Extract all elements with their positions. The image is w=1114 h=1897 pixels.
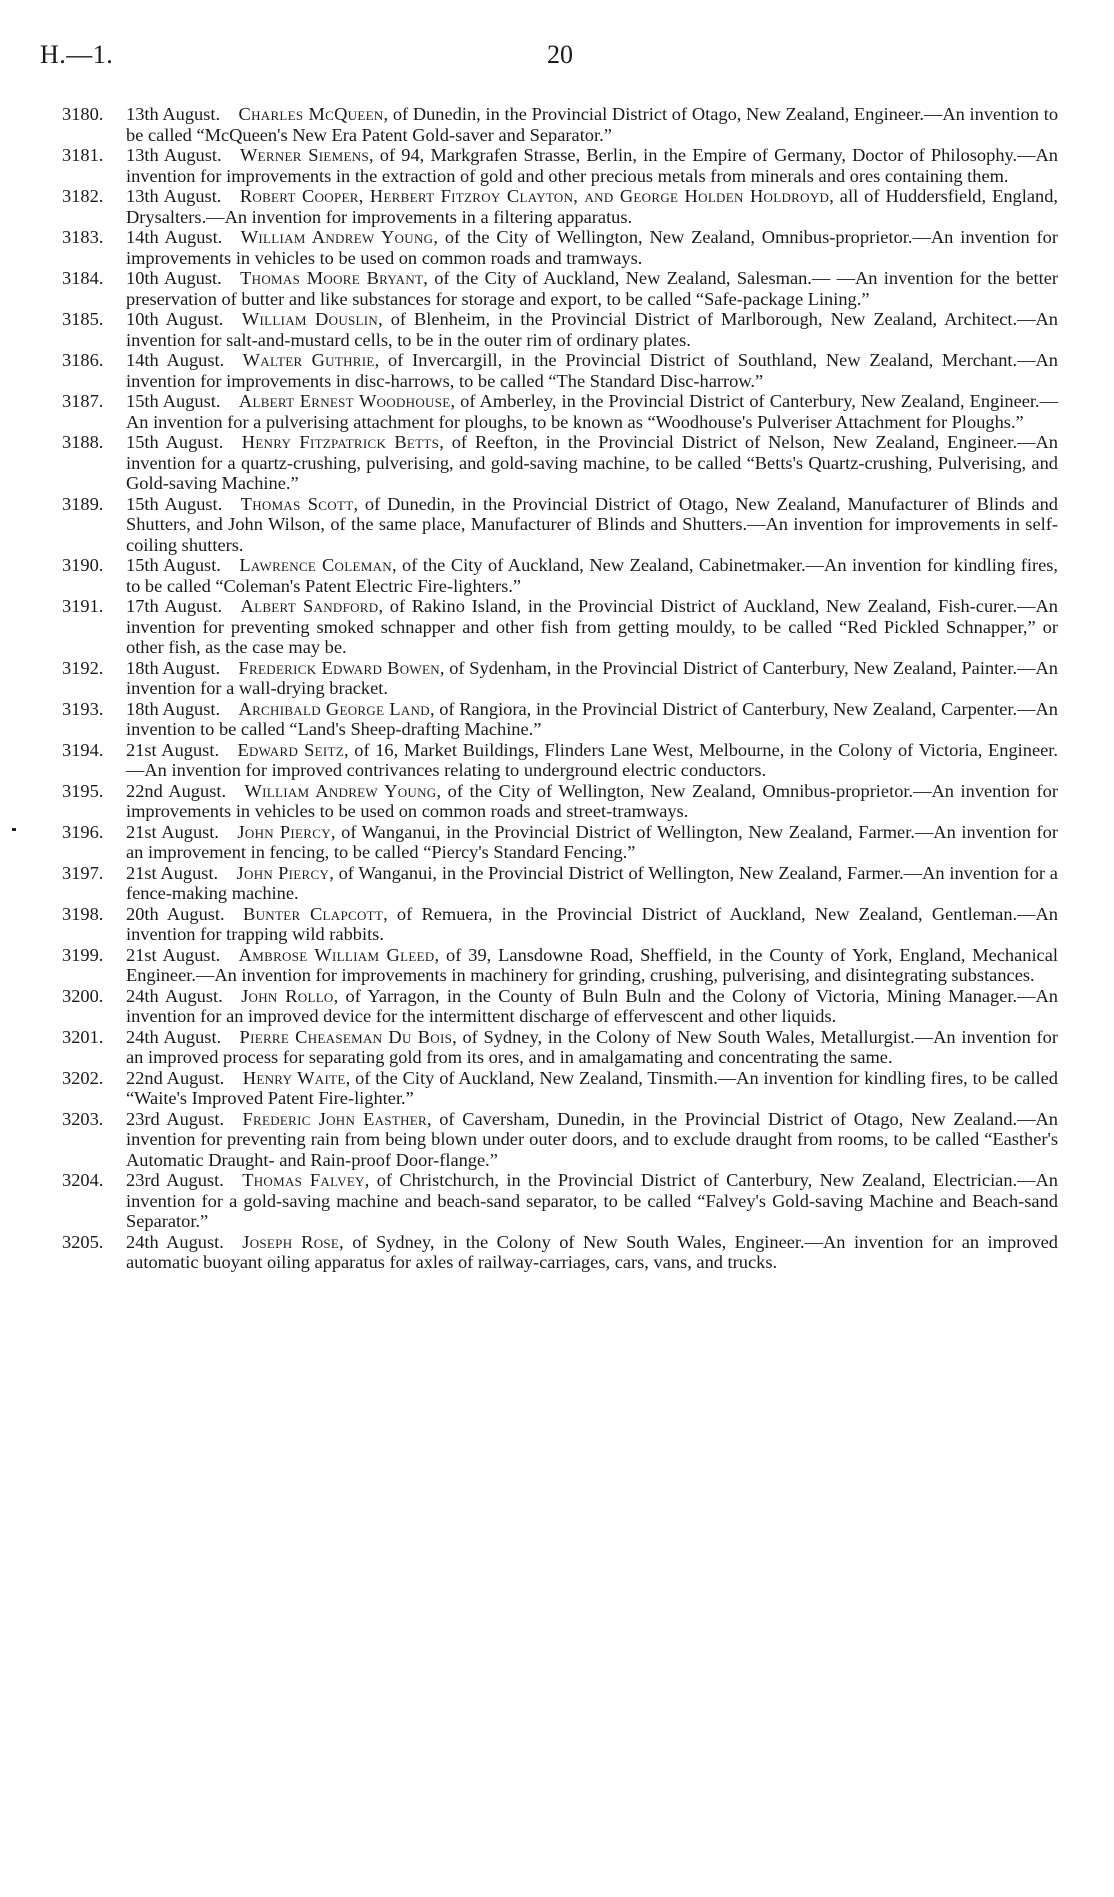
patent-entry <box>62 145 1058 186</box>
entry-number: 3203. <box>62 1108 104 1129</box>
patent-entry <box>62 555 1058 596</box>
margin-mark <box>12 828 16 831</box>
patent-entry <box>62 1170 1058 1232</box>
entry-date: 20th August. <box>126 903 225 924</box>
entry-date: 13th August. <box>126 186 222 206</box>
entry-number: 3185. <box>62 309 104 329</box>
applicant-name: William Andrew Young <box>240 227 434 247</box>
entry-date: 21st August. <box>126 944 221 965</box>
entry-number: 3202. <box>62 1067 104 1088</box>
patent-entry <box>62 986 1058 1027</box>
applicant-name: Albert Ernest Woodhouse <box>238 391 451 411</box>
patent-entry <box>62 186 1058 227</box>
entry-description: , of Wanganui, in the Provincial District of Wellington, New Zealand, Farmer.—An invention for a fence-making machine. <box>126 862 1058 903</box>
entry-description: , of Invercargill, in the Provincial District of Southland, New Zealand, Merchant.—An invention for improvements in disc-harrows, to be called “The Standard Disc-harrow.” <box>126 350 1058 391</box>
patent-entry <box>62 699 1058 740</box>
entry-date: 24th August. <box>126 1026 222 1047</box>
entry-date: 10th August. <box>126 268 222 288</box>
entry-description: , of 94, Markgrafen Strasse, Berlin, in the Empire of Germany, Doctor of Philosophy.—An invention for improvements in the extraction of gold and other precious metals from minerals and ores containing them. <box>126 145 1058 186</box>
entry-description: , of Remuera, in the Provincial District of Auckland, New Zealand, Gentleman.—An invention for trapping wild rabbits. <box>126 903 1058 944</box>
entry-date: 15th August. <box>126 493 223 514</box>
entry-date: 15th August. <box>126 391 221 411</box>
entry-number: 3183. <box>62 227 104 247</box>
entry-number: 3189. <box>62 493 104 514</box>
entry-number: 3184. <box>62 268 104 288</box>
applicant-name: Frederic John Easther <box>242 1108 427 1129</box>
entry-description: , of the City of Wellington, New Zealand, Omnibus-proprietor.—An invention for improvements in vehicles to be used on common roads and street-tramways. <box>126 780 1058 821</box>
entry-description: , of Sydney, in the Colony of New South Wales, Metallurgist.—An invention for an improved process for separating gold from its ores, and in amalgamating and concentrating the same. <box>126 1026 1058 1067</box>
patent-entry <box>62 740 1058 781</box>
entry-date: 14th August. <box>126 350 225 370</box>
patent-entry <box>62 596 1058 658</box>
entry-description: , of 16, Market Buildings, Flinders Lane West, Melbourne, in the Colony of Victoria, Engineer.—An invention for improved contrivances relating to underground electric conductors. <box>126 739 1058 780</box>
applicant-name: Walter Guthrie <box>242 350 375 370</box>
entry-description: , of the City of Auckland, New Zealand, Salesman.— —An invention for the better preservation of butter and like substances for storage and export, to be called “Safe-package Lining.” <box>126 268 1058 309</box>
applicant-name: Henry Waite <box>242 1067 346 1088</box>
entry-description: , of the City of Auckland, New Zealand, Tinsmith.—An invention for kindling fires, to be called “Waite's Improved Patent Fire-lighter.” <box>126 1067 1058 1108</box>
applicant-name: Thomas Scott <box>240 493 354 514</box>
applicant-name: John Piercy <box>237 821 331 842</box>
applicant-name: Albert Sandford <box>240 596 379 616</box>
entry-description: , of Caversham, Dunedin, in the Provincial District of Otago, New Zealand.—An invention for preventing rain from being blown under outer doors, and to exclude draught from rooms, to be called “Easther's Automatic Draught- and Rain-proof Door-flange.” <box>126 1108 1058 1170</box>
entry-number: 3196. <box>62 821 104 842</box>
patent-entry <box>62 1109 1058 1171</box>
applicant-name: Henry Fitzpatrick Betts <box>241 432 440 452</box>
patent-entry <box>62 904 1058 945</box>
entry-description: , of Rangiora, in the Provincial District of Canterbury, New Zealand, Carpenter.—An invention to be called “Land's Sheep-drafting Machine.” <box>126 698 1058 739</box>
applicant-name: Archibald George Land <box>238 698 430 719</box>
entry-description: , of Rakino Island, in the Provincial District of Auckland, New Zealand, Fish-curer.—An invention for preventing smoked schnapper and other fish from getting mouldy, to be called “Red Pickled Schnapper,” or other fish, as the case may be. <box>126 596 1058 657</box>
page-number: 20 <box>547 40 573 69</box>
entry-date: 13th August. <box>126 104 221 124</box>
applicant-name: Frederick Edward Bowen <box>238 657 440 678</box>
patent-entry <box>62 822 1058 863</box>
entry-description: , of Dunedin, in the Provincial District of Otago, New Zealand, Engineer.—An invention to be called “McQueen's New Era Patent Gold-saver and Separator.” <box>126 104 1059 145</box>
entry-date: 22nd August. <box>126 780 227 801</box>
entry-date: 23rd August. <box>126 1108 225 1129</box>
patent-entry <box>62 863 1058 904</box>
patent-entry-list <box>62 104 1058 1273</box>
applicant-name: Edward Seitz <box>237 739 344 760</box>
applicant-name: Ambrose William Gleed <box>238 944 435 965</box>
entry-description: , of Blenheim, in the Provincial District of Marlborough, New Zealand, Architect.—An invention for salt-and-mustard cells, to be in the outer rim of ordinary plates. <box>126 309 1059 350</box>
entry-number: 3181. <box>62 145 104 165</box>
patent-entry <box>62 494 1058 556</box>
entry-description: , of 39, Lansdowne Road, Sheffield, in the County of York, England, Mechanical Engineer.—An invention for improvements in machinery for grinding, crushing, pulverising, and disintegrating substances. <box>126 944 1058 985</box>
entry-description: , of the City of Auckland, New Zealand, Cabinetmaker.—An invention for kindling fires, to be called “Coleman's Patent Electric Fire-lighters.” <box>126 555 1059 596</box>
entry-description: , of Sydenham, in the Provincial District of Canterbury, New Zealand, Painter.—An invention for a wall-drying bracket. <box>126 657 1058 698</box>
patent-entry <box>62 268 1058 309</box>
applicant-name: Bunter Clapcott <box>243 903 384 924</box>
entry-date: 21st August. <box>126 821 220 842</box>
applicant-name: Werner Siemens <box>240 145 369 165</box>
entry-date: 21st August. <box>126 862 219 883</box>
entry-number: 3197. <box>62 862 104 883</box>
patent-entry <box>62 945 1058 986</box>
entry-number: 3191. <box>62 596 104 616</box>
entry-description: , of Dunedin, in the Provincial District of Otago, New Zealand, Manufacturer of Blinds and Shutters, and John Wilson, of the same place, Manufacturer of Blinds and Shutters.—An invention for improvements in self-coiling shutters. <box>126 493 1058 555</box>
applicant-name: Joseph Rose <box>242 1231 340 1252</box>
entry-description: , of Amberley, in the Provincial District of Canterbury, New Zealand, Engineer.—An invention for a pulverising attachment for ploughs, to be known as “Woodhouse's Pulveriser Attachment for Ploughs.” <box>126 391 1058 432</box>
patent-entry <box>62 1027 1058 1068</box>
applicant-name: William Douslin <box>241 309 379 329</box>
entry-date: 24th August. <box>126 985 223 1006</box>
patent-entry <box>62 781 1058 822</box>
entry-number: 3192. <box>62 657 104 678</box>
entry-date: 23rd August. <box>126 1170 224 1190</box>
entry-number: 3180. <box>62 104 104 124</box>
entry-description: , of Yarragon, in the County of Buln Buln and the Colony of Victoria, Mining Manager.—An invention for an improved device for the intermittent discharge of effervescent and other liquids. <box>126 985 1058 1026</box>
entry-description: , of Wanganui, in the Provincial District of Wellington, New Zealand, Farmer.—An invention for an improvement in fencing, to be called “Piercy's Standard Fencing.” <box>126 821 1058 862</box>
entry-date: 21st August. <box>126 739 220 760</box>
applicant-name: Lawrence Coleman <box>239 555 392 575</box>
entry-date: 15th August. <box>126 432 224 452</box>
applicant-name: Pierre Cheaseman Du Bois <box>239 1026 453 1047</box>
entry-date: 24th August. <box>126 1231 224 1252</box>
entry-description: , of Reefton, in the Provincial District of Nelson, New Zealand, Engineer.—An invention for a quartz-crushing, pulverising, and gold-saving machine, to be called “Betts's Quartz-crushing, Pulverising, and Gold-saving Machine.” <box>126 432 1058 493</box>
patent-entry <box>62 432 1058 494</box>
entry-date: 10th August. <box>126 309 224 329</box>
entry-date: 18th August. <box>126 657 221 678</box>
entry-number: 3195. <box>62 780 104 801</box>
entry-description: , of the City of Wellington, New Zealand, Omnibus-proprietor.—An invention for improvements in vehicles to be used on common roads and tramways. <box>126 227 1058 268</box>
applicant-name: Thomas Moore Bryant <box>240 268 424 288</box>
entry-number: 3205. <box>62 1231 104 1252</box>
patent-entry <box>62 309 1058 350</box>
applicant-name: Charles McQueen <box>238 104 384 124</box>
applicant-name: John Rollo <box>241 985 334 1006</box>
patent-entry <box>62 104 1058 145</box>
entry-date: 18th August. <box>126 698 221 719</box>
entry-date: 14th August. <box>126 227 223 247</box>
patent-entry <box>62 1068 1058 1109</box>
applicant-name: John Piercy <box>236 862 330 883</box>
applicant-name: Thomas Falvey <box>242 1170 365 1190</box>
entry-number: 3194. <box>62 739 104 760</box>
patent-entry <box>62 391 1058 432</box>
entry-number: 3200. <box>62 985 104 1006</box>
entry-description: , of Sydney, in the Colony of New South Wales, Engineer.—An invention for an improved automatic buoyant oiling apparatus for axles of railway-carriages, cars, vans, and trucks. <box>126 1231 1059 1272</box>
entry-number: 3186. <box>62 350 104 370</box>
entry-number: 3199. <box>62 944 104 965</box>
entry-number: 3188. <box>62 432 104 452</box>
entry-description: , all of Huddersfield, England, Drysalters.—An invention for improvements in a filtering apparatus. <box>126 186 1058 227</box>
patent-entry <box>62 227 1058 268</box>
entry-date: 15th August. <box>126 555 221 575</box>
entry-number: 3190. <box>62 555 104 575</box>
applicant-name: William Andrew Young <box>244 780 437 801</box>
entry-number: 3193. <box>62 698 104 719</box>
entry-description: , of Christchurch, in the Provincial District of Canterbury, New Zealand, Electrician.—An invention for a gold-saving machine and beach-sand separator, to be called “Falvey's Gold-saving Machine and Beach-sand Separator.” <box>126 1170 1058 1231</box>
entry-date: 22nd August. <box>126 1067 225 1088</box>
entry-number: 3198. <box>62 903 104 924</box>
entry-date: 13th August. <box>126 145 222 165</box>
entry-number: 3204. <box>62 1170 104 1190</box>
document-reference: H.—1. <box>40 40 114 69</box>
patent-entry <box>62 658 1058 699</box>
page-header <box>40 40 1080 80</box>
entry-number: 3182. <box>62 186 104 206</box>
entry-date: 17th August. <box>126 596 223 616</box>
patent-entry <box>62 1232 1058 1273</box>
entry-number: 3187. <box>62 391 104 411</box>
patent-entry <box>62 350 1058 391</box>
applicant-name: Robert Cooper, Herbert Fitzroy Clayton, and George Holden Holdroyd <box>239 186 830 206</box>
entry-number: 3201. <box>62 1026 104 1047</box>
